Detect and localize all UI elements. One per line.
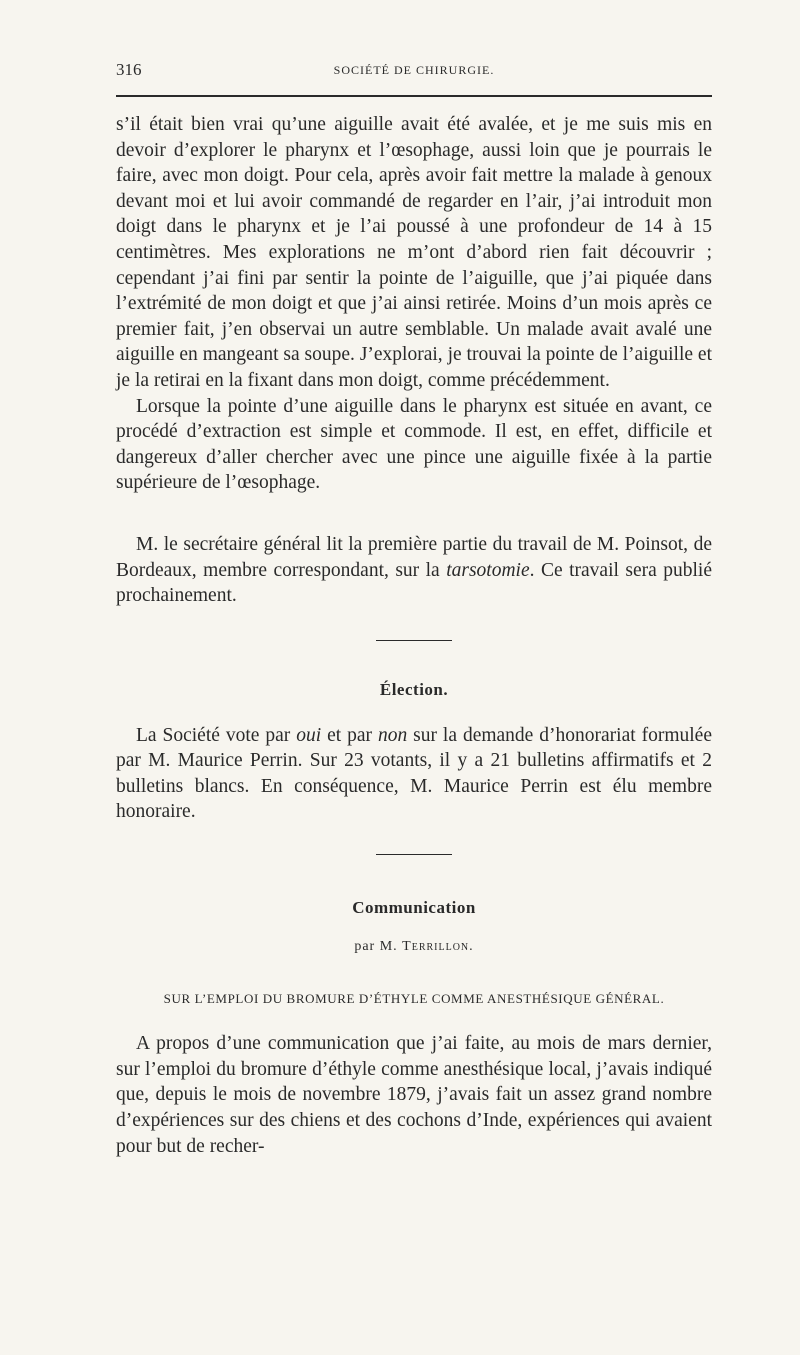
election-text-b: et par (321, 724, 378, 746)
page-header (116, 60, 712, 88)
paragraph-communication: A propos d’une communication que j’ai faite, au mois de mars dernier, sur l’emploi du bromure d’éthyle comme anesthésique local, j’avais indiqué que, depuis le mois de novembre 1879, j’avais fait un assez grand nombre d’expériences sur des chiens et des cochons d’Inde, expériences qui avaient pour but de recher- (116, 1033, 712, 1157)
spacer (116, 825, 712, 854)
header-rule (116, 95, 712, 97)
spacer (116, 960, 712, 986)
author-line (116, 934, 712, 960)
spacer (116, 920, 712, 934)
election-italic-oui: oui (296, 724, 322, 746)
page-number: 316 (116, 60, 142, 79)
running-head: SOCIÉTÉ DE CHIRURGIE. (333, 63, 495, 77)
secretary-italic-term: tarsotomie (446, 559, 530, 581)
subject-line: SUR L’EMPLOI DU BROMURE D’ÉTHYLE COMME ANESTHÉSIQUE GÉNÉRAL. (163, 990, 665, 1006)
spacer (116, 641, 712, 678)
paragraph-continuation: s’il était bien vrai qu’une aiguille avait été avalée, et je me suis mis en devoir d’explorer le pharynx et l’œsophage, aussi loin que je pourrais le faire, avec mon doigt. Pour cela, après avoir fait mettre la malade à genoux devant moi et lui avoir commandé de regarder en l’air, j’ai introduit mon doigt dans le pharynx et je l’ai poussé à une profondeur de 14 à 15 centimètres. Mes explorations ne m’ont d’abord rien fait découvrir ; cependant j’ai fini par sentir la pointe de l’aiguille, que j’ai piquée dans l’extrémité de mon doigt et que j’ai ainsi retirée. Moins d’un mois après ce premier fait, j’en observai un autre semblable. Un malade avait avalé une aiguille en mangeant sa soupe. J’explorai, je trouvai la pointe de l’aiguille et je la retirai en la fixant dans mon doigt, comme précédemment. (116, 114, 712, 391)
spacer (116, 609, 712, 640)
body-text (116, 112, 712, 1159)
paragraph-secretary (116, 532, 712, 609)
secretary-text-b: . Ce travail sera publié prochainement. (116, 559, 712, 607)
paragraph-extraction: Lorsque la pointe d’une aiguille dans le pharynx est située en avant, ce procédé d’extraction est simple et commode. Il est, en effet, difficile et dangereux d’aller chercher avec une pince une aiguille fixée à la partie supérieure de l’œsophage. (116, 395, 712, 494)
author-prefix: par M. (354, 939, 398, 955)
spacer (116, 855, 712, 896)
secretary-text-a: M. le secrétaire général lit la première partie du travail de M. Poinsot, de Bordeaux, membre correspondant, sur la (116, 533, 712, 581)
paragraph-election (116, 723, 712, 825)
spacer (116, 496, 712, 532)
spacer (116, 702, 712, 723)
election-text-a: La Société vote par (136, 724, 297, 746)
election-heading: Élection. (379, 679, 449, 699)
author-name: Terrillon. (402, 939, 474, 955)
spacer (116, 1011, 712, 1031)
election-italic-non: non (377, 724, 408, 746)
election-text-c: sur la demande d’honorariat formulée par M. Maurice Perrin. Sur 23 votants, il y a 21 bulletins affirmatifs et 2 bulletins blancs. En conséquence, M. Maurice Perrin est élu membre honoraire. (116, 724, 712, 823)
communication-heading: Communication (352, 898, 476, 918)
